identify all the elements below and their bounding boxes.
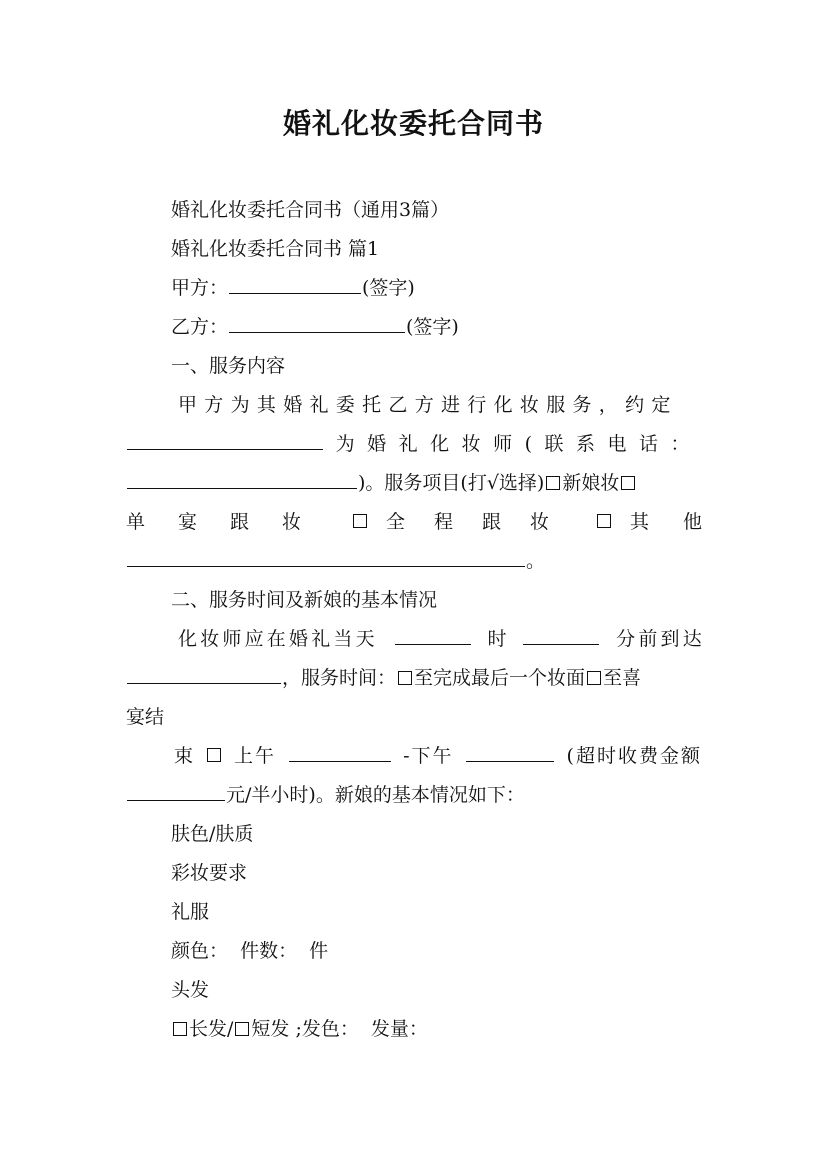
phone-blank xyxy=(127,468,357,489)
service-time-label: ，服务时间： xyxy=(282,667,397,689)
arrival-minute-blank xyxy=(523,624,599,645)
skin-label: 肤色/肤质 xyxy=(171,823,254,845)
am-label: 上午 xyxy=(234,745,277,767)
arrive-at-text: 分前到达 xyxy=(616,628,705,650)
article-heading: 婚礼化妆委托合同书 篇1 xyxy=(171,238,380,260)
party-a-sign-note: (签字) xyxy=(362,277,415,299)
other-label: 其他 xyxy=(629,511,736,533)
bride-makeup-label: 新娘妆 xyxy=(562,472,620,494)
makeup-requirement-label: 彩妆要求 xyxy=(171,862,248,884)
line-end-period: 。 xyxy=(526,550,546,572)
party-b-line xyxy=(171,312,702,342)
checkbox-full-follow[interactable] xyxy=(353,514,367,528)
checkbox-long-hair[interactable] xyxy=(173,1022,187,1036)
checkbox-other[interactable] xyxy=(597,514,611,528)
until-last-makeup-label: 至完成最后一个妆面 xyxy=(414,667,586,689)
checkbox-single-banquet[interactable] xyxy=(621,476,635,490)
service-items-text: )。服务项目(打√选择) xyxy=(358,472,545,494)
makeup-artist-text: 为婚礼化妆师(联系电话： xyxy=(335,433,702,455)
party-a-blank xyxy=(229,273,361,294)
pm-blank xyxy=(466,741,554,762)
subtitle-line: 婚礼化妆委托合同书（通用3篇） xyxy=(171,199,450,221)
arrival-text: 化妆师应在婚礼当天 xyxy=(178,628,378,650)
am-blank xyxy=(289,741,391,762)
arrival-place-blank xyxy=(127,663,281,684)
party-a-line xyxy=(171,273,702,303)
document-title: 婚礼化妆委托合同书 xyxy=(282,107,544,140)
single-banquet-label: 单宴跟妆 xyxy=(126,511,335,533)
overtime-fee-blank xyxy=(127,780,225,801)
checkbox-am-pm[interactable] xyxy=(207,748,221,762)
paragraph-2-line-1 xyxy=(178,624,705,654)
paragraph-3-line-2 xyxy=(126,780,702,810)
hair-label: 头发 xyxy=(171,979,210,1001)
checkbox-until-last-makeup[interactable] xyxy=(398,671,412,685)
dress-color-count: 颜色： 件数： 件 xyxy=(171,940,329,962)
until-banquet-label: 至喜 xyxy=(603,667,642,689)
paragraph-3-line-1 xyxy=(174,741,702,771)
party-b-label: 乙方： xyxy=(171,316,229,338)
overtime-unit-text: 元/半小时)。新娘的基本情况如下： xyxy=(226,784,525,806)
paragraph-1-line-2 xyxy=(126,429,702,459)
other-blank xyxy=(127,546,525,567)
hair-line xyxy=(171,1014,702,1044)
party-a-label: 甲方： xyxy=(171,277,229,299)
dress-label: 礼服 xyxy=(171,901,210,923)
full-follow-label: 全程跟妆 xyxy=(385,511,578,533)
hour-label: 时 xyxy=(487,628,507,650)
end-char: 束 xyxy=(174,745,194,767)
makeup-artist-blank xyxy=(127,429,323,450)
arrival-hour-blank xyxy=(395,624,471,645)
section-2-heading: 二、服务时间及新娘的基本情况 xyxy=(171,589,438,611)
paragraph-2-line-3: 宴结 xyxy=(126,706,165,728)
section-1-heading: 一、服务内容 xyxy=(171,355,286,377)
checkbox-short-hair[interactable] xyxy=(235,1022,249,1036)
checkbox-until-banquet-end[interactable] xyxy=(587,671,601,685)
paragraph-1-line-5 xyxy=(126,546,702,576)
paragraph-1-line-1: 甲方为其婚礼委托乙方进行化妆服务，约定 xyxy=(178,394,678,416)
paragraph-1-line-4 xyxy=(126,507,736,537)
paragraph-1-line-3 xyxy=(126,468,702,498)
overtime-fee-label: (超时收费金额 xyxy=(566,745,702,767)
party-b-blank xyxy=(229,312,405,333)
party-b-sign-note: (签字) xyxy=(406,316,459,338)
paragraph-2-line-2 xyxy=(126,663,702,693)
long-hair-label: 长发/ xyxy=(189,1018,234,1040)
pm-label: -下午 xyxy=(403,745,454,767)
checkbox-bride-makeup[interactable] xyxy=(546,476,560,490)
short-hair-label: 短发 ;发色： 发量： xyxy=(251,1018,428,1040)
